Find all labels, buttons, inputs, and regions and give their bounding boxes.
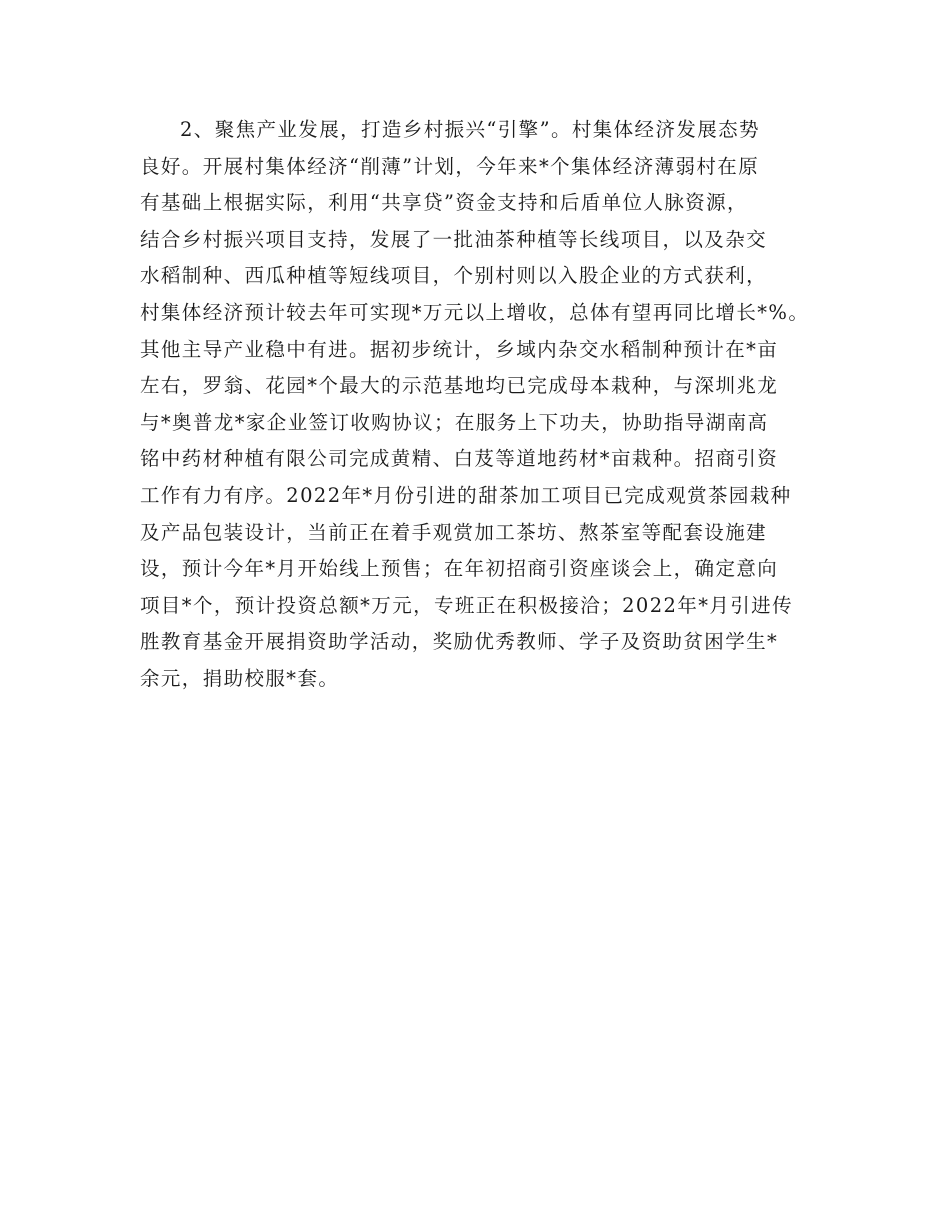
paragraph-line: 项目*个，预计投资总额*万元，专班正在积极接洽；2022年*月引进传 [140, 593, 793, 617]
paragraph-line: 设，预计今年*月开始线上预售；在年初招商引资座谈会上，确定意向 [140, 557, 779, 581]
paragraph-line: 胜教育基金开展捐资助学活动，奖励优秀教师、学子及资助贫困学生* [140, 630, 779, 654]
paragraph-line: 余元，捐助校服*套。 [140, 666, 340, 690]
paragraph-line: 工作有力有序。2022年*月份引进的甜茶加工项目已完成观赏茶园栽种 [140, 483, 792, 507]
paragraph-line: 有基础上根据实际，利用“共享贷”资金支持和后盾单位人脉资源， [140, 191, 748, 215]
paragraph-line: 铭中药材种植有限公司完成黄精、白芨等道地药材*亩栽种。招商引资 [140, 447, 779, 471]
paragraph-line: 及产品包装设计，当前正在着手观赏加工茶坊、熬茶室等配套设施建 [140, 520, 768, 544]
body-paragraph [140, 112, 830, 698]
paragraph-line: 水稻制种、西瓜种植等短线项目，个别村则以入股企业的方式获利， [140, 264, 768, 288]
paragraph-line: 左右，罗翁、花园*个最大的示范基地均已完成母本栽种，与深圳兆龙 [140, 374, 779, 398]
paragraph-line: 其他主导产业稳中有进。据初步统计，乡域内杂交水稻制种预计在*亩 [140, 337, 779, 361]
paragraph-line: 与*奥普龙*家企业签订收购协议；在服务上下功夫，协助指导湖南高 [140, 410, 769, 434]
paragraph-line: 2、聚焦产业发展，打造乡村振兴“引擎”。村集体经济发展态势 [180, 118, 760, 141]
paragraph-line: 结合乡村振兴项目支持，发展了一批油茶种植等长线项目，以及杂交 [140, 227, 768, 251]
paragraph-line: 村集体经济预计较去年可实现*万元以上增收，总体有望再同比增长*%。 [140, 300, 810, 324]
paragraph-line: 良好。开展村集体经济“削薄”计划，今年来*个集体经济薄弱村在原 [140, 154, 760, 178]
